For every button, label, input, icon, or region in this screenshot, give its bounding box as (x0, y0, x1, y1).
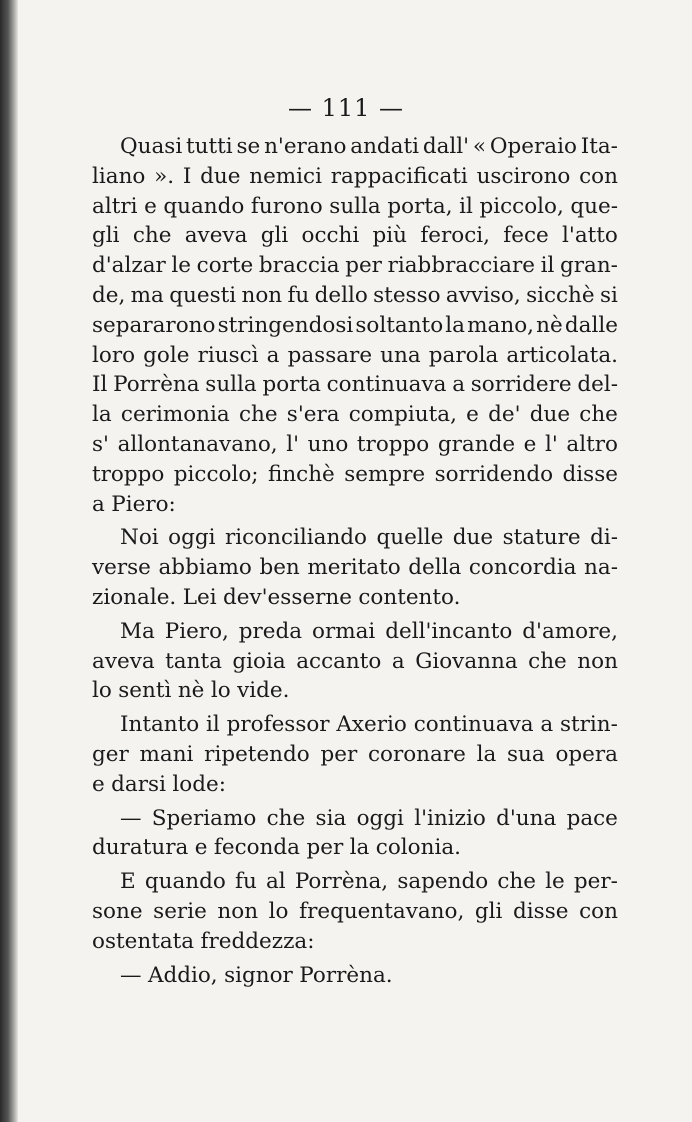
text-line: Noi oggi riconciliando quelle due stature di- (120, 525, 618, 551)
text-line: de, ma questi non fu dello stesso avviso, sicchè si (92, 282, 618, 308)
text-line: Quasi tutti se n'erano andati dall' « Operaio Ita- (120, 134, 618, 159)
text-line: Intanto il professor Axerio continuava a strin- (120, 712, 618, 738)
text-line: ger mani ripetendo per coronare la sua opera (92, 741, 618, 767)
text-line: la cerimonia che s'era compiuta, e de' due che (92, 402, 618, 428)
page-number: — 111 — (287, 94, 405, 122)
page-body-text (92, 132, 618, 990)
text-line: s' allontanavano, l' uno troppo grande e l' altro (92, 431, 618, 457)
text-line: aveva tanta gioia accanto a Giovanna che non (92, 648, 618, 674)
text-line: altri e quando furono sulla porta, il piccolo, que- (92, 193, 618, 219)
paragraph (92, 523, 618, 612)
text-line: verse abbiamo ben meritato della concordia na- (92, 555, 618, 581)
text-line: ostentata freddezza: (92, 928, 315, 954)
paragraph (92, 804, 618, 864)
text-line: lo sentì nè lo vide. (92, 678, 290, 704)
text-line: a Piero: (92, 491, 176, 517)
paragraph (92, 617, 618, 706)
text-line: Il Porrèna sulla porta continuava a sorridere del- (92, 372, 618, 398)
text-line: troppo piccolo; finchè sempre sorridendo disse (92, 461, 618, 487)
text-line: E quando fu al Porrèna, sapendo che le per- (120, 869, 618, 895)
text-line: d'alzar le corte braccia per riabbracciare il gran- (92, 253, 618, 279)
paragraph (92, 132, 618, 519)
paragraph (92, 867, 618, 956)
text-line: sone serie non lo frequentavano, gli disse con (92, 898, 618, 924)
text-line: liano ». I due nemici rappacificati uscirono con (92, 163, 618, 189)
text-line: e darsi lode: (92, 771, 226, 797)
book-spine-shadow (0, 0, 18, 1122)
text-line: separarono stringendosi soltanto la mano, nè dalle (92, 312, 618, 338)
text-line: loro gole riuscì a passare una parola articolata. (92, 342, 618, 368)
paragraph (92, 961, 618, 991)
text-line: Ma Piero, preda ormai dell'incanto d'amore, (120, 618, 618, 644)
text-line: — Addio, signor Porrèna. (120, 962, 393, 988)
paragraph (92, 710, 618, 799)
text-line: zionale. Lei dev'esserne contento. (92, 584, 461, 610)
text-line: duratura e feconda per la colonia. (92, 835, 461, 861)
text-line: — Speriamo che sia oggi l'inizio d'una pace (120, 805, 618, 831)
text-line: gli che aveva gli occhi più feroci, fece l'atto (92, 223, 618, 249)
